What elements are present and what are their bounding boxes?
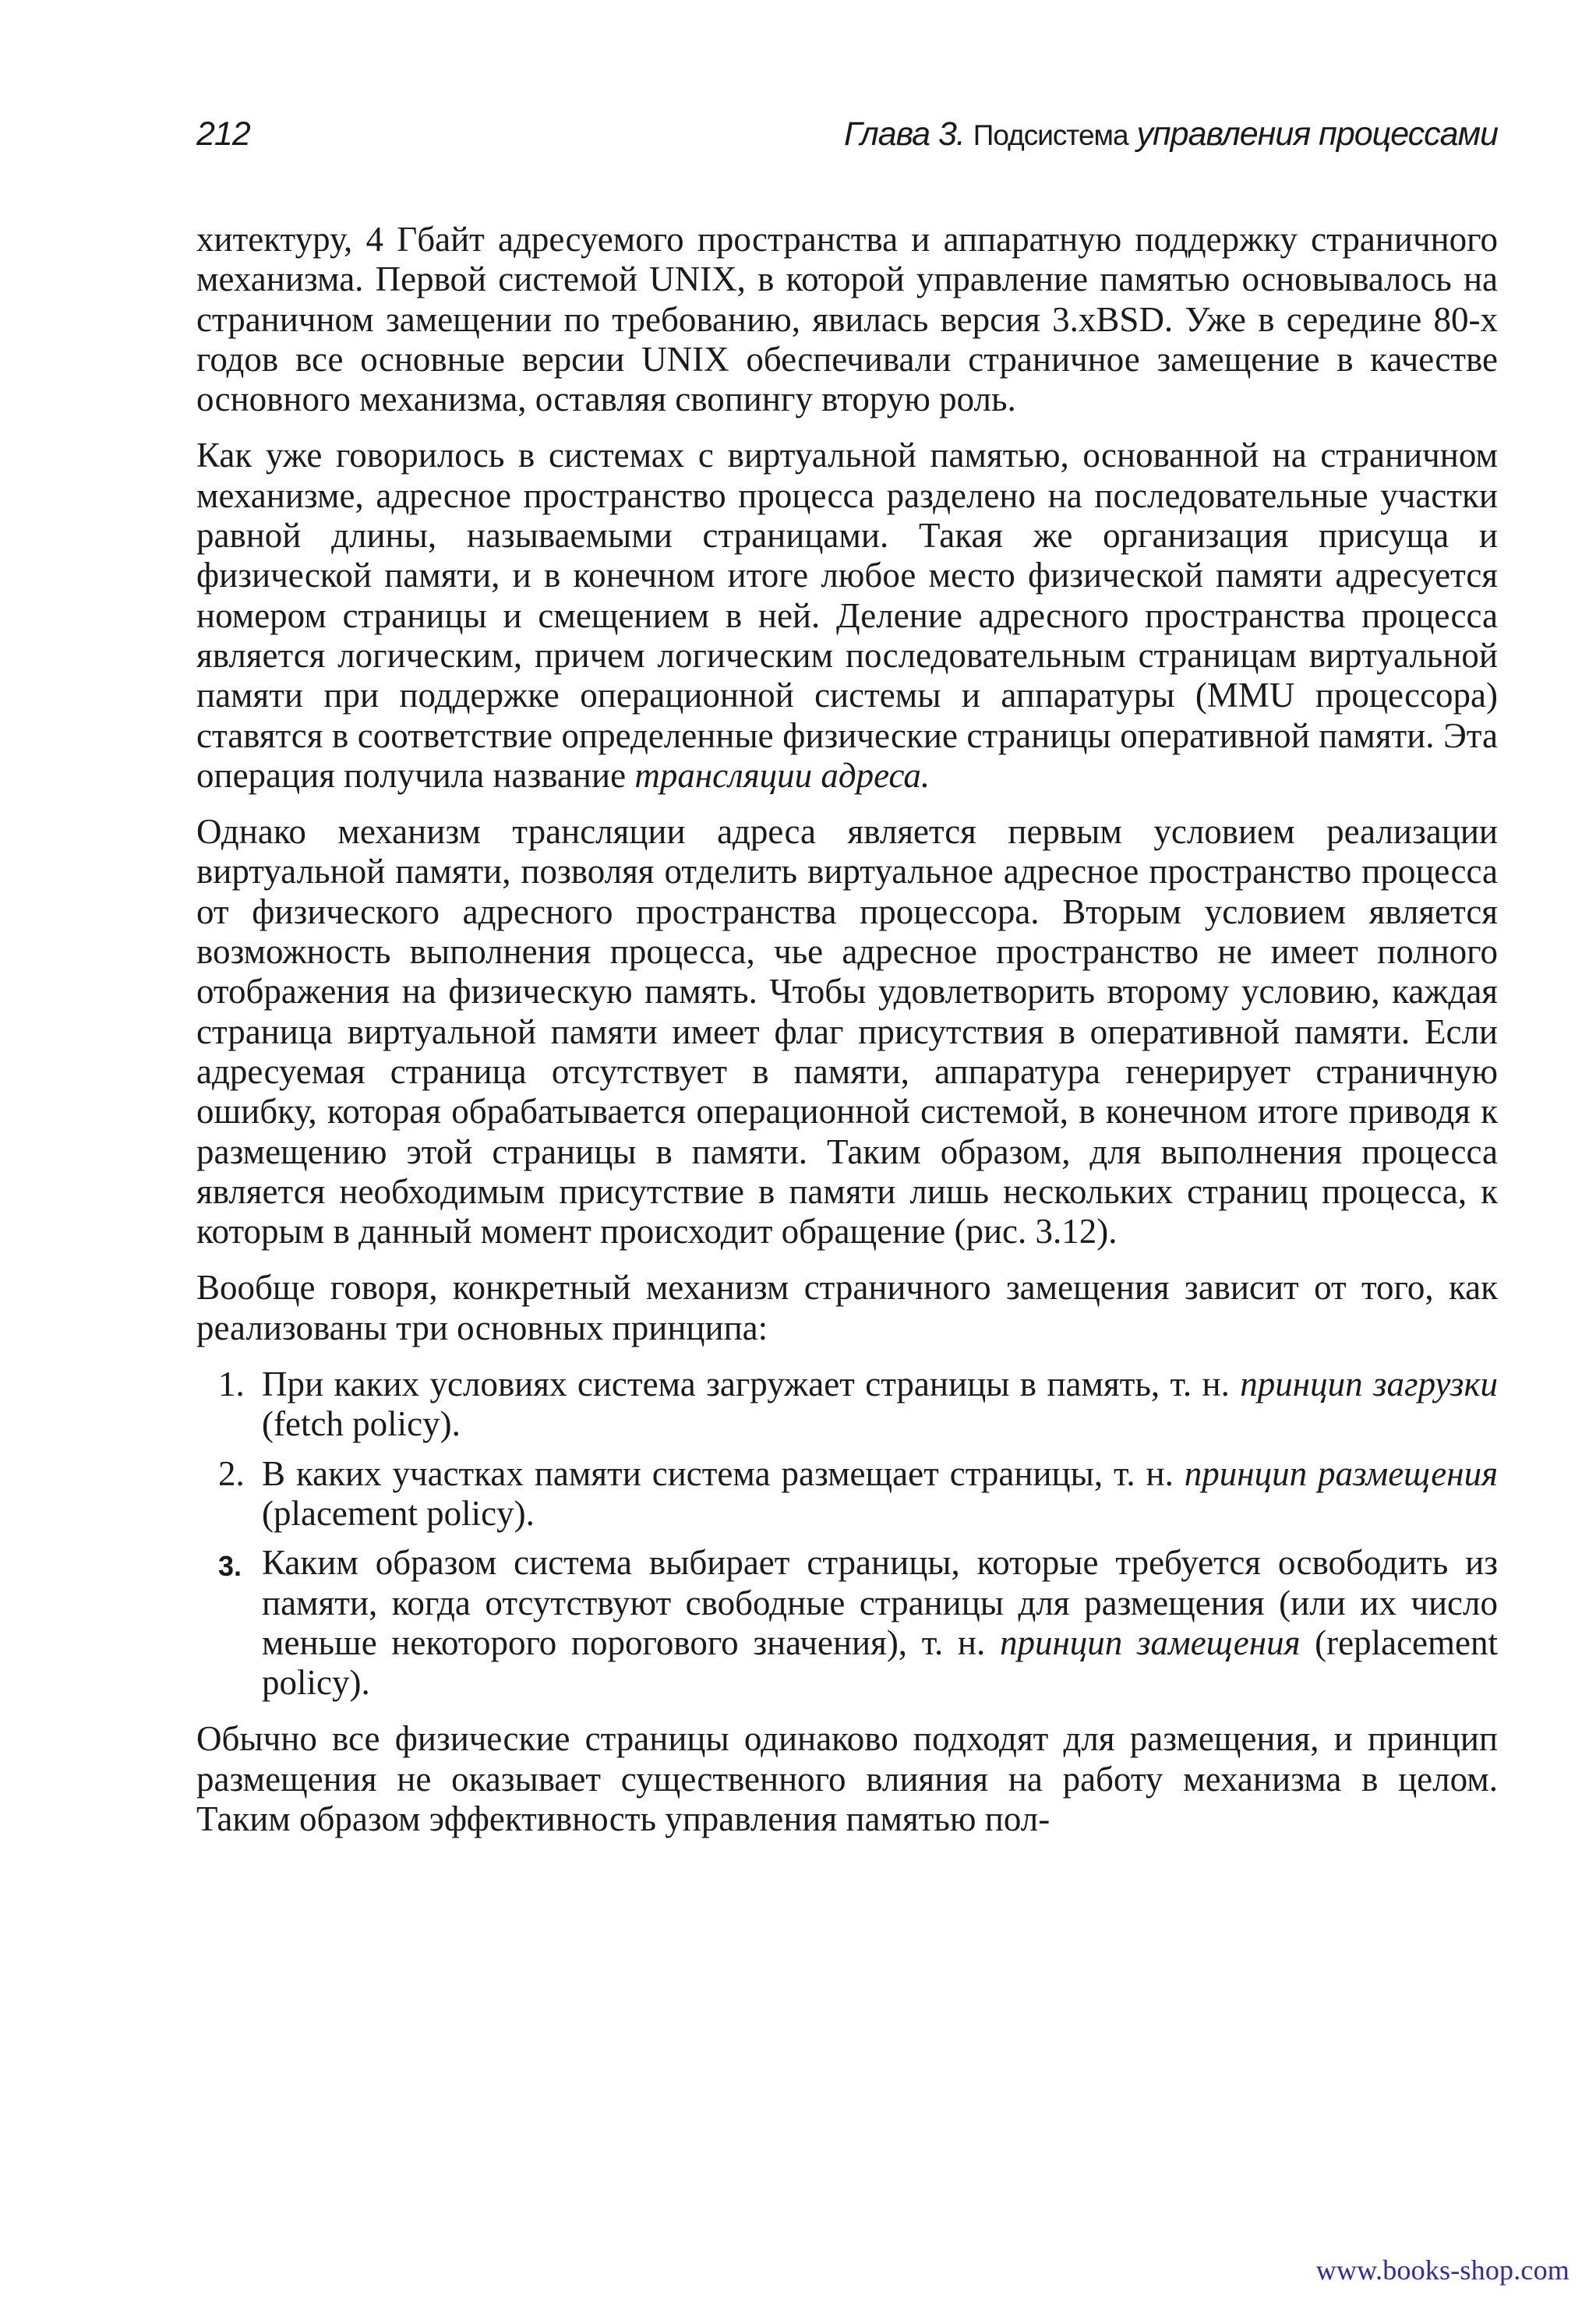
policy-list: [196, 1365, 1498, 1703]
list-item: [196, 1454, 1498, 1534]
paragraph-5: Обычно все физические страницы одинаково подходят для размещения, и принцип размещения не оказывает существенного влияния на работу механизма в целом. Таким образом эффективность управления памятью пол-: [196, 1719, 1498, 1838]
list-number: 1.: [218, 1365, 245, 1404]
chapter-rest: управления процессами: [1136, 115, 1498, 153]
chapter-prefix: Глава 3.: [843, 115, 965, 153]
list-item-text: Каким образом система выбирает страницы, которые требуется освободить из памяти, когда отсутствуют свободные страницы для размещения (или их число меньше некоторого порогового значения), т. н.: [262, 1543, 1498, 1662]
paragraph-4: Вообще говоря, конкретный механизм страничного замещения зависит от того, как реализованы три основных принципа:: [196, 1268, 1498, 1347]
list-number: 3.: [218, 1550, 242, 1583]
watermark: www.books-shop.com: [1315, 2254, 1570, 2286]
list-item-tail: (placement policy).: [262, 1493, 535, 1533]
list-item-emphasis: принцип замещения: [999, 1622, 1301, 1662]
list-item-text: В каких участках памяти система размещает страницы, т. н.: [262, 1453, 1185, 1493]
list-number: 2.: [218, 1453, 245, 1493]
list-item-emphasis: принцип загрузки: [1240, 1365, 1498, 1404]
paragraph-3: Однако механизм трансляции адреса является первым условием реализации виртуальной памяти, позволяя отделить виртуальное адресное пространство процесса от физического адресного пространства процессора. Вторым условием является возможность выполнения процесса, чье адресное пространство не имеет полного отображения на физическую память. Чтобы удовлетворить второму условию, каждая страница виртуальной памяти имеет флаг присутствия в оперативной памяти. Если адресуемая страница отсутствует в памяти, аппаратура генерирует страничную ошибку, которая обрабатывается операционной системой, в конечном итоге приводя к размещению этой страницы в памяти. Таким образом, для выполнения процесса является необходимым присутствие в памяти лишь нескольких страниц процесса, к которым в данный момент происходит обращение (рис. 3.12).: [196, 812, 1498, 1252]
body-text: [196, 220, 1498, 1839]
paragraph-2-text: Как уже говорилось в системах с виртуальной памятью, основанной на страничном механизме, адресное пространство процесса разделено на последовательные участки равной длины, называемыми страницами. Такая же организация присуща и физической памяти, и в конечном итоге любое место физической памяти адресуется номером страницы и смещением в ней. Деление адресного пространства процесса является логическим, причем логическим последовательным страницам виртуальной памяти при поддержке операционной системы и аппаратуры (MMU процессора) ставятся в соответствие определенные физические страницы оперативной памяти. Эта операция получила название: [196, 436, 1498, 795]
chapter-small: Подсистема: [973, 119, 1128, 151]
list-item-text: При каких условиях система загружает страницы в память, т. н.: [262, 1365, 1241, 1404]
list-item: [196, 1365, 1498, 1445]
paragraph-2-emphasis: трансляции адреса.: [634, 755, 930, 795]
list-item: [196, 1543, 1498, 1703]
list-item-tail: (fetch policy).: [262, 1404, 461, 1444]
page-number: 212: [196, 115, 250, 153]
paragraph-2: [196, 436, 1498, 796]
chapter-title: [844, 115, 1498, 154]
paragraph-1: хитектуру, 4 Гбайт адресуемого пространства и аппаратную поддержку страничного механизма. Первой системой UNIX, в которой управление памятью основывалось на страничном замещении по требованию, явилась версия 3.xBSD. Уже в середине 80-х годов все основные версии UNIX обеспечивали страничное замещение в качестве основного механизма, оставляя свопингу вторую роль.: [196, 220, 1498, 419]
list-item-tail: (replacement policy).: [262, 1622, 1498, 1703]
list-item-emphasis: принцип размещения: [1184, 1453, 1498, 1493]
running-head: [196, 115, 1498, 162]
